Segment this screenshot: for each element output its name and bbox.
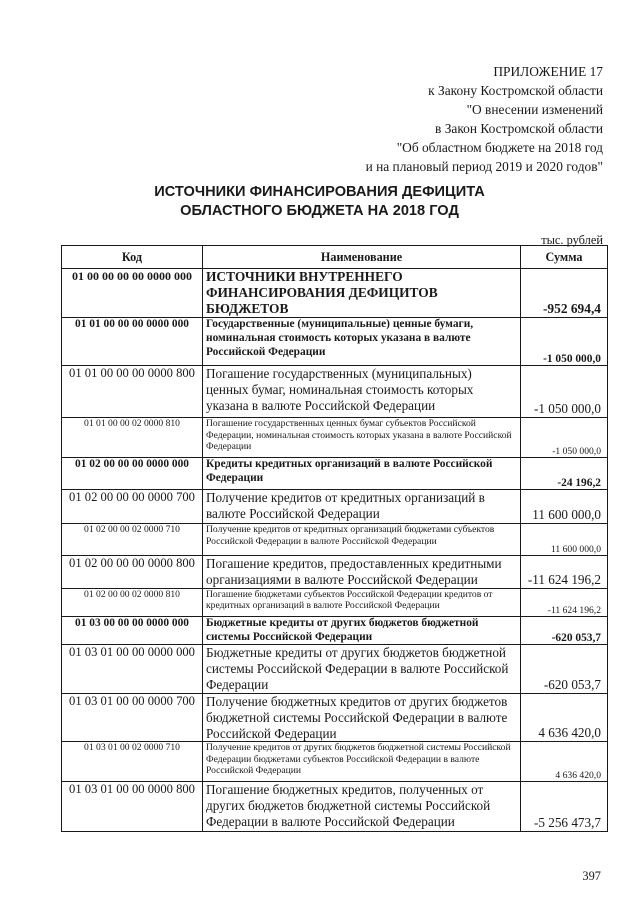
- row-amount: -1 050 000,0: [521, 318, 608, 366]
- row-code: 01 03 01 00 00 0000 800: [62, 782, 203, 832]
- row-code: 01 01 00 00 00 0000 000: [62, 318, 203, 366]
- table-row: [62, 782, 608, 832]
- row-name: Погашение кредитов, предоставленных кредитными организациями в валюте Российской Федерации: [203, 556, 521, 589]
- header-code: Код: [62, 246, 203, 269]
- appendix-line: в Закон Костромской области: [435, 121, 603, 136]
- units-label: тыс. рублей: [541, 233, 603, 247]
- header-name: Наименование: [203, 246, 521, 269]
- table-row: [62, 588, 608, 616]
- appendix-line: "Об областном бюджете на 2018 год: [396, 140, 603, 155]
- table-row: [62, 269, 608, 318]
- row-name: Государственные (муниципальные) ценные бумаги, номинальная стоимость которых указана в валюте Российской Федерации: [203, 318, 521, 366]
- appendix-line: к Закону Костромской области: [428, 83, 603, 98]
- table-row: [62, 418, 608, 458]
- row-name: Получение кредитов от кредитных организаций в валюте Российской Федерации: [203, 490, 521, 524]
- row-name: Получение кредитов от других бюджетов бюджетной системы Российской Федерации бюджетами субъектов Российской Федерации в валюте Российской Федерации: [203, 742, 521, 782]
- table-row: [62, 524, 608, 556]
- row-name: Погашение государственных ценных бумаг субъектов Российской Федерации, номинальная стоимость которых указана в валюте Российской Федерации: [203, 418, 521, 458]
- row-amount: -24 196,2: [521, 458, 608, 490]
- row-amount: 11 600 000,0: [521, 490, 608, 524]
- row-code: 01 02 00 00 00 0000 000: [62, 458, 203, 490]
- table-row: [62, 693, 608, 742]
- row-amount: 11 600 000,0: [521, 524, 608, 556]
- appendix-line: "О внесении изменений: [466, 102, 603, 117]
- row-name: Бюджетные кредиты от других бюджетов бюджетной системы Российской Федерации: [203, 616, 521, 644]
- table-row: [62, 458, 608, 490]
- document-title-line-1: ИСТОЧНИКИ ФИНАНСИРОВАНИЯ ДЕФИЦИТА: [154, 184, 485, 200]
- appendix-header: [283, 62, 603, 176]
- row-code: 01 03 01 00 00 0000 000: [62, 645, 203, 694]
- row-code: 01 03 01 00 00 0000 700: [62, 693, 203, 742]
- appendix-line: и на плановый период 2019 и 2020 годов": [365, 159, 603, 174]
- row-name: ИСТОЧНИКИ ВНУТРЕННЕГО ФИНАНСИРОВАНИЯ ДЕФИЦИТОВ БЮДЖЕТОВ: [203, 269, 521, 318]
- row-name: Кредиты кредитных организаций в валюте Российской Федерации: [203, 458, 521, 490]
- row-name: Погашение государственных (муниципальных) ценных бумаг, номинальная стоимость которых указана в валюте Российской Федерации: [203, 366, 521, 418]
- row-amount: -1 050 000,0: [521, 366, 608, 418]
- row-code: 01 01 00 00 00 0000 800: [62, 366, 203, 418]
- row-amount: -620 053,7: [521, 645, 608, 694]
- row-amount: -11 624 196,2: [521, 556, 608, 589]
- row-code: 01 03 00 00 00 0000 000: [62, 616, 203, 644]
- row-amount: 4 636 420,0: [521, 693, 608, 742]
- row-amount: 4 636 420,0: [521, 742, 608, 782]
- table-row: [62, 490, 608, 524]
- row-code: 01 00 00 00 00 0000 000: [62, 269, 203, 318]
- row-name: Получение бюджетных кредитов от других бюджетов бюджетной системы Российской Федерации в валюте Российской Федерации: [203, 693, 521, 742]
- row-code: 01 02 00 00 00 0000 800: [62, 556, 203, 589]
- page-number: 397: [582, 869, 601, 883]
- row-name: Бюджетные кредиты от других бюджетов бюджетной системы Российской Федерации в валюте Российской Федерации: [203, 645, 521, 694]
- header-amount: Сумма: [521, 246, 608, 269]
- row-amount: -11 624 196,2: [521, 588, 608, 616]
- row-code: 01 02 00 00 02 0000 810: [62, 588, 203, 616]
- appendix-line: ПРИЛОЖЕНИЕ 17: [493, 64, 603, 79]
- row-amount: -5 256 473,7: [521, 782, 608, 832]
- table-row: [62, 645, 608, 694]
- document-title: [0, 183, 639, 221]
- table-row: [62, 616, 608, 644]
- row-amount: -952 694,4: [521, 269, 608, 318]
- row-code: 01 03 01 00 02 0000 710: [62, 742, 203, 782]
- financing-sources-table: [61, 245, 608, 832]
- table-row: [62, 366, 608, 418]
- row-code: 01 02 00 00 00 0000 700: [62, 490, 203, 524]
- document-title-line-2: ОБЛАСТНОГО БЮДЖЕТА НА 2018 ГОД: [180, 203, 459, 219]
- row-code: 01 01 00 00 02 0000 810: [62, 418, 203, 458]
- table-row: [62, 318, 608, 366]
- table-header-row: [62, 246, 608, 269]
- row-name: Погашение бюджетных кредитов, полученных от других бюджетов бюджетной системы Российской Федерации в валюте Российской Федерации: [203, 782, 521, 832]
- table-row: [62, 742, 608, 782]
- row-amount: -1 050 000,0: [521, 418, 608, 458]
- row-name: Получение кредитов от кредитных организаций бюджетами субъектов Российской Федерации в валюте Российской Федерации: [203, 524, 521, 556]
- table-row: [62, 556, 608, 589]
- row-name: Погашение бюджетами субъектов Российской Федерации кредитов от кредитных организаций в валюте Российской Федерации: [203, 588, 521, 616]
- row-amount: -620 053,7: [521, 616, 608, 644]
- row-code: 01 02 00 00 02 0000 710: [62, 524, 203, 556]
